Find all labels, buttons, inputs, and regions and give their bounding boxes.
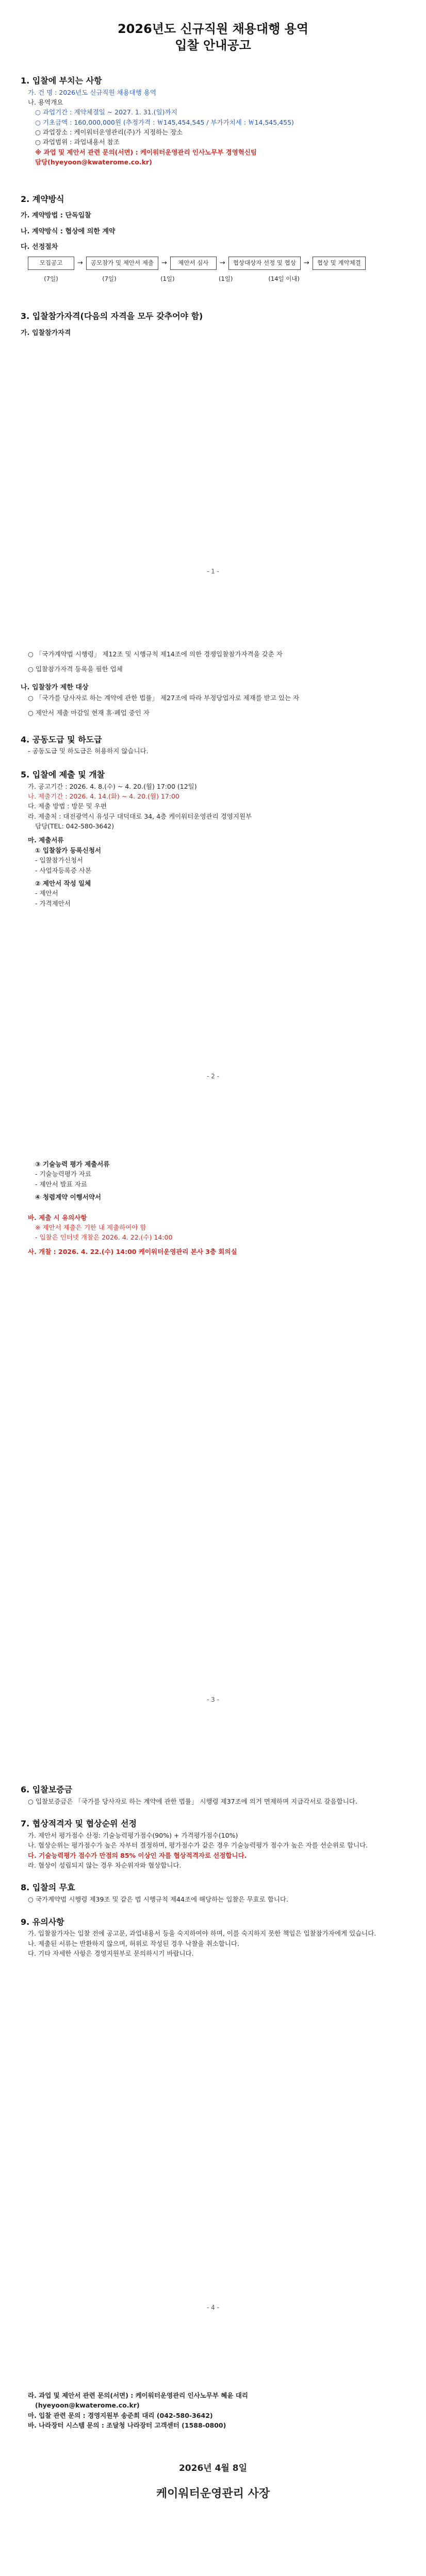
s5-doc-7: ③ 기술능력 평가 제출서류	[35, 1160, 110, 1168]
arrow-right-icon: →	[303, 259, 309, 267]
footer-date: 2026년 4월 8일	[178, 2463, 248, 2473]
s1-inquiry: ※ 과업 및 제안서 관련 문의(서면) : 케이워터운영관리 인사노무부 경영혁신팀	[35, 148, 257, 156]
s5-notice-period: 가. 공고기간 : 2026. 4. 8.(수) ~ 4. 20.(월) 17:00 (12일)	[28, 782, 197, 790]
s6-text: ○ 입찰보증금은 「국가를 당사자로 하는 계약에 관한 법률」 시행령 제37조에 의거 면제하며 지급각서로 갈음합니다.	[28, 1797, 357, 1805]
sheet-1	[21, 21, 405, 338]
flow-day-1: (7일)	[44, 275, 58, 282]
title-line-1: 2026년도 신규직원 채용대행 용역	[117, 22, 309, 36]
s5-doc-6: - 가격제안서	[35, 899, 71, 907]
section-4-heading: 4. 공동도급 및 하도급	[21, 734, 102, 744]
sheet-2	[21, 649, 405, 908]
page-number-4: - 4 -	[207, 2304, 219, 2311]
section-8-heading: 8. 입찰의 무효	[21, 1883, 75, 1893]
s1-scope: ○ 과업범위 : 과업내용서 참조	[35, 138, 120, 146]
s5-caution-1: ※ 제안서 제출은 기한 내 제출하여야 함	[35, 1223, 146, 1231]
s5-caution-2: - 입찰은 인터넷 개찰은 2026. 4. 22.(수) 14:00	[35, 1233, 173, 1242]
title-line-2: 입찰 안내공고	[175, 38, 251, 53]
s7-eligible: 다. 기술능력평가 점수가 만점의 85% 이상인 자를 협상적격자로 선정합니다.	[28, 1851, 247, 1859]
s5-submission-place: 라. 제출처 : 대전광역시 유성구 대덕대로 34, 4층 케이워터운영관리 경영지원부	[28, 812, 252, 820]
s3-item-3: ○ 「국가를 당사자로 하는 계약에 관한 법률」 제27조에 따라 부정당업자로 제재를 받고 있는 자	[28, 693, 300, 702]
s2-procedure: 다. 선정절차	[21, 243, 58, 251]
s3-item-1: ○ 「국가계약법 시행령」 제12조 및 시행규칙 제14조에 의한 경쟁입찰참가자격을 갖춘 자	[28, 650, 283, 658]
section-5-heading: 5. 입찰에 제출 및 개찰	[21, 769, 105, 779]
section-7-heading: 7. 협상적격자 및 협상순위 선정	[21, 1819, 137, 1829]
s9-item-5[interactable]: (hyeyoon@kwaterome.co.kr)	[35, 2401, 140, 2410]
section-6-heading: 6. 입찰보증금	[21, 1785, 73, 1794]
s3-item-2: ○ 입찰참가자격 등록을 필한 업체	[28, 665, 123, 673]
flow-day-5: (14일 이내)	[268, 275, 300, 282]
s8-text: ○ 국가계약법 시행령 제39조 및 같은 법 시행규칙 제44조에 해당하는 입찰은 무효로 합니다.	[28, 1895, 288, 1904]
flow-day-3: (1일)	[160, 275, 175, 282]
s5-contact: 담당(TEL: 042-580-3642)	[35, 822, 114, 831]
s3-restriction: 나. 입찰참가 제한 대상	[21, 683, 89, 691]
s1-place: ○ 과업장소 : 케이워터운영관리(주)가 지정하는 장소	[35, 128, 183, 137]
s5-caution: 바. 제출 시 유의사항	[28, 1213, 87, 1222]
s5-documents: 마. 제출서류	[28, 836, 64, 844]
s5-doc-3: - 사업자등록증 사본	[35, 866, 92, 874]
arrow-right-icon: →	[161, 259, 167, 267]
s7-rank: 나. 협상순위는 평가점수가 높은 자부터 결정하며, 평가점수가 같은 경우 기술능력평가 점수가 높은 자를 선순위로 합니다.	[28, 1841, 368, 1850]
selection-flow-days	[28, 274, 405, 284]
flow-step-5: 협상 및 계약체결	[313, 257, 366, 270]
page-number-1: - 1 -	[207, 568, 219, 575]
s1-name: 가. 건 명 : 2026년도 신규직원 채용대행 용역	[28, 88, 156, 96]
s1-inquiry-contact[interactable]: 담당(hyeyoon@kwaterome.co.kr)	[35, 158, 152, 166]
s3-item-4: ○ 제안서 제출 마감일 현재 휴·폐업 중인 자	[28, 709, 150, 717]
section-9-heading: 9. 유의사항	[21, 1917, 64, 1927]
s9-item-1: 가. 입찰참가자는 입찰 전에 공고문, 과업내용서 등을 숙지하여야 하며, 이를 숙지하지 못한 책임은 입찰참가자에게 있습니다.	[28, 1929, 376, 1938]
s9-item-7: 바. 나라장터 시스템 문의 : 조달청 나라장터 고객센터 (1588-0800)	[28, 2421, 226, 2430]
s7-score: 가. 제안서 평가점수 산정: 기술능력평가점수(90%) + 가격평가점수(10%)	[28, 1831, 238, 1839]
page-number-2: - 2 -	[207, 1073, 219, 1080]
section-1-heading: 1. 입찰에 부치는 사항	[21, 75, 102, 86]
s1-period: ○ 과업기간 : 계약체결일 ~ 2027. 1. 31.(일)까지	[35, 108, 177, 116]
s5-doc-8: - 기술능력평가 자료	[35, 1170, 92, 1178]
s5-doc-9: - 제안서 발표 자료	[35, 1180, 87, 1188]
s9-item-2: 나. 제출된 서류는 반환하지 않으며, 허위로 작성된 경우 낙찰을 취소합니다.	[28, 1939, 239, 1947]
s2-method: 가. 계약방법 : 단독입찰	[21, 212, 91, 220]
s5-doc-1: ① 입찰참가 등록신청서	[35, 846, 101, 854]
flow-day-4: (1일)	[219, 275, 233, 282]
flow-day-2: (7일)	[102, 275, 117, 282]
s5-submission-method: 다. 제출 방법 : 방문 및 우편	[28, 802, 107, 810]
sheet-4	[21, 1772, 405, 1959]
s9-item-3: 다. 기타 자세한 사항은 경영지원부로 문의하시기 바랍니다.	[28, 1950, 194, 1958]
s5-doc-4: ② 제안서 작성 일체	[35, 879, 91, 887]
footer-organization: 케이워터운영관리 사장	[156, 2487, 270, 2500]
s5-opening: 사. 개찰 : 2026. 4. 22.(수) 14:00 케이워터운영관리 본사 3층 회의실	[28, 1247, 237, 1256]
s1-price: ○ 기초금액 : 160,000,000원 (추정가격 : ￦145,454,545 / 부가가치세 : ￦14,545,455)	[35, 118, 294, 126]
sheet-3	[21, 1159, 405, 1257]
flow-step-1: 모집공고	[28, 257, 74, 270]
section-3-heading: 3. 입찰참가자격(다음의 자격을 모두 갖추어야 함)	[21, 311, 203, 321]
sheet-5	[21, 2391, 405, 2503]
s9-item-6: 마. 입찰 관련 문의 : 경영지원부 송준희 대리 (042-580-3642)	[28, 2411, 213, 2419]
s5-doc-2: - 입찰참가신청서	[35, 856, 84, 865]
s5-doc-5: - 제안서	[35, 889, 58, 897]
s7-next: 라. 협상이 성립되지 않는 경우 차순위자와 협상합니다.	[28, 1861, 182, 1870]
selection-flow	[28, 257, 405, 270]
s1-overview: 나. 용역개요	[28, 98, 63, 106]
arrow-right-icon: →	[77, 259, 83, 267]
s5-doc-10: ④ 청렴계약 이행서약서	[35, 1193, 101, 1201]
flow-step-2: 공모참가 및 제안서 제출	[86, 257, 158, 270]
flow-step-3: 제안서 심사	[170, 257, 217, 270]
s3-qualification: 가. 입찰참가자격	[21, 329, 71, 337]
s4-note: - 공동도급 및 하도급은 허용하지 않습니다.	[28, 747, 149, 755]
s5-submission-period: 나. 제출기간 : 2026. 4. 14.(화) ~ 4. 20.(월) 17:00	[28, 792, 179, 800]
s2-type: 나. 계약방식 : 협상에 의한 계약	[21, 227, 116, 235]
page-title	[21, 21, 405, 54]
flow-step-4: 협상대상자 선정 및 협상	[228, 257, 301, 270]
s9-item-4: 라. 과업 및 제안서 관련 문의(서면) : 케이워터운영관리 인사노무부 혜윤 대리	[28, 2392, 248, 2399]
arrow-right-icon: →	[219, 259, 225, 267]
page-number-3: - 3 -	[207, 1696, 219, 1703]
section-2-heading: 2. 계약방식	[21, 194, 64, 204]
